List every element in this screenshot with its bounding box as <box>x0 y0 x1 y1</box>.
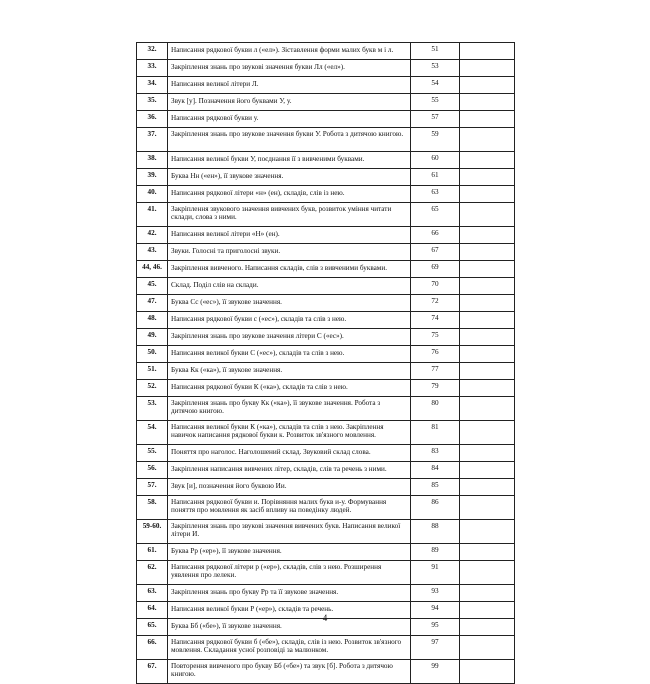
notes-cell <box>460 169 515 186</box>
lesson-topic-cell: Написання рядкової букви л («ел»). Зіставлення форми малих букв м і л. <box>168 43 411 60</box>
table-row <box>137 111 515 128</box>
lesson-page-cell: 53 <box>411 60 460 77</box>
notes-cell <box>460 496 515 520</box>
lesson-number-cell: 48. <box>137 312 168 329</box>
table-row <box>137 462 515 479</box>
table-row <box>137 585 515 602</box>
lesson-number-cell: 45. <box>137 278 168 295</box>
lesson-page-cell: 55 <box>411 94 460 111</box>
lesson-number-cell: 52. <box>137 380 168 397</box>
lesson-topic-cell: Написання рядкової букви с («ес»), складів та слів з нею. <box>168 312 411 329</box>
lesson-topic-cell: Написання великої літери Л. <box>168 77 411 94</box>
notes-cell <box>460 380 515 397</box>
lesson-topic-cell: Буква Сс («ес»), її звукове значення. <box>168 295 411 312</box>
lesson-number-cell: 41. <box>137 203 168 227</box>
lesson-topic-cell: Закріплення знань про букву Рр та її звукове значення. <box>168 585 411 602</box>
table-row <box>137 445 515 462</box>
notes-cell <box>460 244 515 261</box>
lesson-plan-body <box>137 43 515 684</box>
lesson-topic-cell: Звук [у]. Позначення його буквами У, у. <box>168 94 411 111</box>
table-row <box>137 43 515 60</box>
notes-cell <box>460 227 515 244</box>
table-row <box>137 544 515 561</box>
table-row <box>137 561 515 585</box>
lesson-topic-cell: Закріплення знань про букву Кк («ка»), її звукове значення. Робота з дитячою книгою. <box>168 397 411 421</box>
lesson-topic-cell: Буква Нн («ен»), її звукове значення. <box>168 169 411 186</box>
lesson-number-cell: 59-60. <box>137 520 168 544</box>
lesson-topic-cell: Повторення вивченого про букву Бб («бе») та звук [б]. Робота з дитячою книгою. <box>168 660 411 684</box>
lesson-page-cell: 93 <box>411 585 460 602</box>
lesson-topic-cell: Написання великої букви Р («ер»), складів та речень. <box>168 602 411 619</box>
table-row <box>137 346 515 363</box>
lesson-page-cell: 80 <box>411 397 460 421</box>
lesson-number-cell: 36. <box>137 111 168 128</box>
notes-cell <box>460 111 515 128</box>
lesson-topic-cell: Написання великої букви С («ес»), складів та слів з нею. <box>168 346 411 363</box>
lesson-page-cell: 91 <box>411 561 460 585</box>
notes-cell <box>460 295 515 312</box>
lesson-topic-cell: Написання великої букви У, поєднання її з вивченими буквами. <box>168 152 411 169</box>
notes-cell <box>460 561 515 585</box>
table-row <box>137 329 515 346</box>
notes-cell <box>460 346 515 363</box>
lesson-page-cell: 83 <box>411 445 460 462</box>
lesson-topic-cell: Написання рядкової літери «н» (ен), складів, слів із нею. <box>168 186 411 203</box>
lesson-page-cell: 67 <box>411 244 460 261</box>
lesson-number-cell: 62. <box>137 561 168 585</box>
lesson-page-cell: 69 <box>411 261 460 278</box>
notes-cell <box>460 77 515 94</box>
table-row <box>137 380 515 397</box>
notes-cell <box>460 128 515 152</box>
lesson-number-cell: 57. <box>137 479 168 496</box>
notes-cell <box>460 363 515 380</box>
lesson-number-cell: 54. <box>137 421 168 445</box>
notes-cell <box>460 312 515 329</box>
lesson-page-cell: 59 <box>411 128 460 152</box>
table-row <box>137 295 515 312</box>
lesson-number-cell: 64. <box>137 602 168 619</box>
lesson-page-cell: 75 <box>411 329 460 346</box>
notes-cell <box>460 60 515 77</box>
lesson-page-cell: 77 <box>411 363 460 380</box>
lesson-topic-cell: Закріплення знань про звукове значення літери С («ес»). <box>168 329 411 346</box>
notes-cell <box>460 261 515 278</box>
lesson-topic-cell: Буква Бб («бе»), її звукове значення. <box>168 619 411 636</box>
table-row <box>137 186 515 203</box>
lesson-number-cell: 55. <box>137 445 168 462</box>
table-row <box>137 203 515 227</box>
lesson-number-cell: 65. <box>137 619 168 636</box>
lesson-topic-cell: Буква Кк («ка»), її звукове значення. <box>168 363 411 380</box>
lesson-page-cell: 94 <box>411 602 460 619</box>
lesson-topic-cell: Закріплення написання вивчених літер, складів, слів та речень з ними. <box>168 462 411 479</box>
notes-cell <box>460 152 515 169</box>
table-row <box>137 278 515 295</box>
notes-cell <box>460 445 515 462</box>
notes-cell <box>460 203 515 227</box>
lesson-topic-cell: Написання рядкової літери р («ер»), складів, слів з нею. Розширення уявлення про лелеки. <box>168 561 411 585</box>
lesson-number-cell: 37. <box>137 128 168 152</box>
lesson-number-cell: 43. <box>137 244 168 261</box>
table-row <box>137 421 515 445</box>
notes-cell <box>460 186 515 203</box>
table-row <box>137 479 515 496</box>
table-row <box>137 169 515 186</box>
notes-cell <box>460 585 515 602</box>
lesson-number-cell: 32. <box>137 43 168 60</box>
table-row <box>137 152 515 169</box>
lesson-page-cell: 85 <box>411 479 460 496</box>
lesson-number-cell: 40. <box>137 186 168 203</box>
lesson-page-cell: 70 <box>411 278 460 295</box>
lesson-page-cell: 95 <box>411 619 460 636</box>
lesson-topic-cell: Поняття про наголос. Наголошений склад. Звуковий склад слова. <box>168 445 411 462</box>
lesson-number-cell: 58. <box>137 496 168 520</box>
lesson-topic-cell: Звуки. Голосні та приголосні звуки. <box>168 244 411 261</box>
table-row <box>137 397 515 421</box>
lesson-number-cell: 49. <box>137 329 168 346</box>
table-row <box>137 128 515 152</box>
lesson-page-cell: 57 <box>411 111 460 128</box>
lesson-plan-table <box>136 42 515 684</box>
table-row <box>137 94 515 111</box>
table-row <box>137 660 515 684</box>
notes-cell <box>460 94 515 111</box>
lesson-page-cell: 86 <box>411 496 460 520</box>
notes-cell <box>460 660 515 684</box>
notes-cell <box>460 329 515 346</box>
table-row <box>137 227 515 244</box>
lesson-page-cell: 84 <box>411 462 460 479</box>
lesson-number-cell: 47. <box>137 295 168 312</box>
notes-cell <box>460 278 515 295</box>
lesson-page-cell: 74 <box>411 312 460 329</box>
notes-cell <box>460 421 515 445</box>
table-row <box>137 261 515 278</box>
lesson-number-cell: 63. <box>137 585 168 602</box>
table-row <box>137 496 515 520</box>
lesson-topic-cell: Написання великої букви К («ка»), складів та слів з нею. Закріплення навичок написання рядкової букви к. Розвиток зв'язного мовлення. <box>168 421 411 445</box>
table-row <box>137 363 515 380</box>
lesson-number-cell: 39. <box>137 169 168 186</box>
table-row <box>137 520 515 544</box>
lesson-page-cell: 88 <box>411 520 460 544</box>
lesson-number-cell: 53. <box>137 397 168 421</box>
lesson-number-cell: 56. <box>137 462 168 479</box>
lesson-page-cell: 60 <box>411 152 460 169</box>
lesson-number-cell: 42. <box>137 227 168 244</box>
notes-cell <box>460 397 515 421</box>
lesson-topic-cell: Написання рядкової букви у. <box>168 111 411 128</box>
page-number: 4 <box>322 613 328 623</box>
lesson-page-cell: 76 <box>411 346 460 363</box>
lesson-page-cell: 79 <box>411 380 460 397</box>
lesson-page-cell: 51 <box>411 43 460 60</box>
lesson-topic-cell: Закріплення знань про звукове значення букви У. Робота з дитячою книгою. <box>168 128 411 152</box>
lesson-topic-cell: Закріплення знань про звукові значення букви Лл («ел»). <box>168 60 411 77</box>
lesson-page-cell: 97 <box>411 636 460 660</box>
lesson-topic-cell: Закріплення вивченого. Написання складів, слів з вивченими буквами. <box>168 261 411 278</box>
lesson-topic-cell: Склад. Поділ слів на склади. <box>168 278 411 295</box>
notes-cell <box>460 544 515 561</box>
table-row <box>137 77 515 94</box>
lesson-number-cell: 33. <box>137 60 168 77</box>
table-row <box>137 312 515 329</box>
lesson-number-cell: 61. <box>137 544 168 561</box>
lesson-topic-cell: Написання рядкової букви К («ка»), складів та слів з нею. <box>168 380 411 397</box>
lesson-number-cell: 34. <box>137 77 168 94</box>
notes-cell <box>460 479 515 496</box>
lesson-topic-cell: Написання великої літери «Н» (ен). <box>168 227 411 244</box>
table-row <box>137 244 515 261</box>
notes-cell <box>460 462 515 479</box>
notes-cell <box>460 43 515 60</box>
lesson-page-cell: 61 <box>411 169 460 186</box>
lesson-page-cell: 99 <box>411 660 460 684</box>
table-row <box>137 636 515 660</box>
lesson-number-cell: 44, 46. <box>137 261 168 278</box>
lesson-number-cell: 51. <box>137 363 168 380</box>
lesson-topic-cell: Буква Рр («ер»), її звукове значення. <box>168 544 411 561</box>
notes-cell <box>460 636 515 660</box>
lesson-page-cell: 72 <box>411 295 460 312</box>
lesson-page-cell: 89 <box>411 544 460 561</box>
lesson-page-cell: 54 <box>411 77 460 94</box>
lesson-page-cell: 63 <box>411 186 460 203</box>
lesson-page-cell: 66 <box>411 227 460 244</box>
lesson-topic-cell: Закріплення звукового значення вивчених букв, розвиток уміння читати склади, слова з ними. <box>168 203 411 227</box>
lesson-topic-cell: Написання рядкової букви б («бе»), складів, слів із нею. Розвиток зв'язного мовлення. Складання усної розповіді за малюнком. <box>168 636 411 660</box>
lesson-page-cell: 81 <box>411 421 460 445</box>
lesson-number-cell: 67. <box>137 660 168 684</box>
table-row <box>137 60 515 77</box>
lesson-topic-cell: Закріплення знань про звукові значення вивчених букв. Написання великої літери И. <box>168 520 411 544</box>
lesson-page-cell: 65 <box>411 203 460 227</box>
lesson-number-cell: 38. <box>137 152 168 169</box>
lesson-number-cell: 35. <box>137 94 168 111</box>
lesson-number-cell: 66. <box>137 636 168 660</box>
lesson-topic-cell: Звук [и], позначення його буквою Ии. <box>168 479 411 496</box>
lesson-topic-cell: Написання рядкової букви и. Порівняння малих букв и-у. Формування поняття про мовлення як засіб впливу на поведінку людей. <box>168 496 411 520</box>
lesson-number-cell: 50. <box>137 346 168 363</box>
notes-cell <box>460 520 515 544</box>
